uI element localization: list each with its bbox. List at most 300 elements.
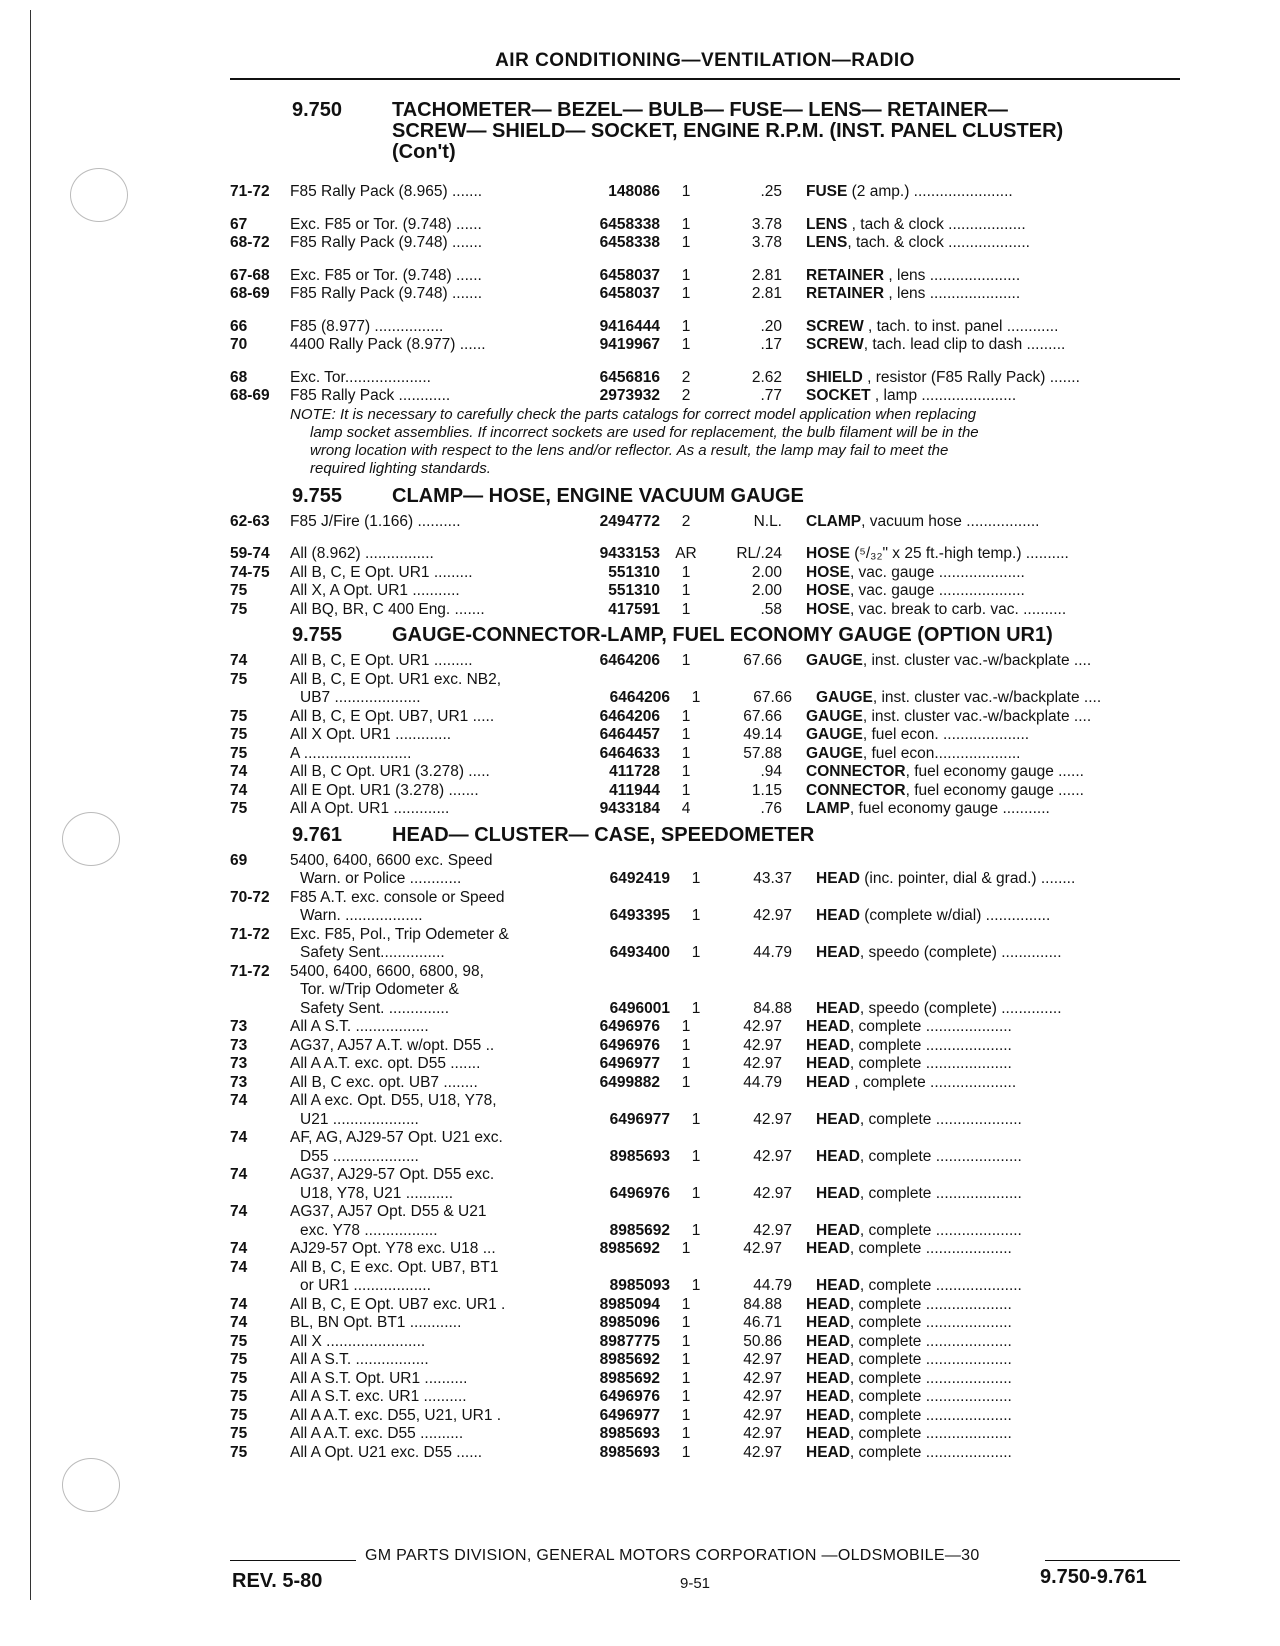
price-cell: 42.97 [743, 1036, 782, 1054]
item-name: CONNECTOR [806, 781, 906, 799]
item-description: , tach & clock .................. [847, 215, 1026, 233]
price-cell: .25 [760, 183, 782, 200]
item-name: HEAD [816, 1221, 860, 1239]
price-cell: 42.97 [743, 1055, 782, 1072]
item-cell [782, 1370, 1185, 1389]
quantity-cell: 1 [691, 1221, 701, 1239]
price-cell [712, 1166, 782, 1185]
item-description: , complete .................... [849, 1018, 1012, 1035]
item-name: HEAD [816, 999, 860, 1017]
year-cell: 74 [230, 781, 248, 799]
item-description: , complete .................... [849, 1351, 1012, 1368]
price-cell: 42.97 [753, 1147, 792, 1165]
quantity-cell [670, 981, 722, 1000]
item-name: HEAD [806, 1295, 850, 1313]
section-number: 9.750 [292, 99, 343, 121]
part-number-cell [568, 852, 660, 871]
item-cell [782, 1388, 1185, 1407]
footer-rule-right [1045, 1560, 1180, 1561]
year-cell: 74 [230, 1129, 248, 1146]
year-cell [230, 1148, 290, 1167]
page-title: AIR CONDITIONING—VENTILATION—RADIO [495, 50, 915, 71]
application-cell: Exc. Tor.................... [290, 368, 431, 386]
item-cell [782, 183, 1185, 202]
year-cell: 73 [230, 1073, 248, 1091]
part-number-cell: 6456816 [599, 368, 660, 386]
item-cell [782, 1166, 1185, 1185]
part-number-cell: 6496976 [599, 1018, 660, 1035]
price-cell: 42.97 [743, 1018, 782, 1035]
item-name: HEAD [806, 1388, 850, 1405]
price-cell [712, 926, 782, 945]
price-cell: 50.86 [743, 1332, 782, 1350]
item-description: , speedo (complete) .............. [859, 944, 1062, 961]
year-cell: 74 [230, 763, 248, 780]
quantity-cell: 1 [681, 1332, 691, 1350]
table-row [230, 234, 1185, 253]
footer-publisher: GM PARTS DIVISION, GENERAL MOTORS CORPORATION —OLDSMOBILE—30 [365, 1547, 980, 1564]
table-row [230, 689, 1185, 708]
year-cell: 74 [230, 652, 248, 669]
item-cell [782, 1092, 1185, 1111]
item-cell [782, 1444, 1185, 1463]
application-cell: All A A.T. exc. D55, U21, UR1 . [290, 1406, 502, 1424]
part-number-cell: 9419967 [599, 336, 660, 353]
part-number-cell: 6458338 [599, 215, 660, 233]
price-cell: 49.14 [743, 726, 782, 743]
quantity-cell [660, 1203, 712, 1222]
price-cell: 42.97 [743, 1388, 782, 1405]
application-cell: All BQ, BR, C 400 Eng. ....... [290, 600, 485, 618]
item-cell [782, 800, 1185, 819]
application-cell: All A S.T. Opt. UR1 .......... [290, 1369, 468, 1387]
part-number-cell: 6464206 [609, 689, 670, 706]
quantity-cell: 1 [681, 1388, 691, 1405]
quantity-cell: 1 [681, 1240, 691, 1257]
table-row [230, 285, 1185, 304]
item-description: , inst. cluster vac.-w/backplate .... [862, 707, 1092, 725]
item-cell [782, 926, 1185, 945]
quantity-cell: 1 [681, 1369, 691, 1387]
table-row [230, 852, 1185, 871]
item-cell [782, 1333, 1185, 1352]
application-cell: All A S.T. ................. [290, 1351, 429, 1368]
application-cell: F85 Rally Pack (8.965) ....... [290, 183, 483, 200]
quantity-cell: 1 [691, 1147, 701, 1165]
table-row [230, 1370, 1185, 1389]
item-name: HEAD [806, 1332, 850, 1350]
table-row [230, 671, 1185, 690]
item-description: , inst. cluster vac.-w/backplate .... [862, 652, 1092, 669]
year-cell: 75 [230, 600, 248, 618]
application-cell: AG37, AJ57 Opt. D55 & U21 [290, 1203, 487, 1220]
application-cell: Warn. or Police ............ [300, 870, 462, 887]
quantity-cell: 1 [691, 1110, 701, 1128]
item-cell [792, 1148, 1185, 1167]
item-cell [782, 726, 1185, 745]
table-row [230, 963, 1185, 982]
spacer [230, 202, 1185, 216]
quantity-cell: 2 [681, 387, 691, 404]
item-cell [782, 1425, 1185, 1444]
item-cell [792, 689, 1185, 708]
part-number-cell: 551310 [608, 563, 660, 581]
item-description: , complete .................... [849, 1036, 1012, 1054]
item-name: GAUGE [806, 726, 863, 743]
section-number: 9.755 [292, 484, 343, 507]
item-name: HOSE [806, 600, 850, 618]
year-cell: 74-75 [230, 563, 270, 581]
application-cell: All X, A Opt. UR1 ........... [290, 582, 460, 599]
item-description: , vac. gauge .................... [849, 563, 1025, 581]
application-cell: Exc. F85, Pol., Trip Odemeter & [290, 925, 509, 943]
part-number-cell: 417591 [608, 600, 660, 618]
application-cell: F85 J/Fire (1.166) .......... [290, 512, 461, 530]
part-number-cell: 6496001 [609, 999, 670, 1017]
quantity-cell [660, 1259, 712, 1278]
item-cell [792, 981, 1185, 1000]
application-cell: U18, Y78, U21 ........... [300, 1184, 454, 1202]
table-row [230, 1018, 1185, 1037]
quantity-cell: AR [675, 545, 697, 562]
item-name: HOSE [806, 582, 850, 599]
table-row [230, 183, 1185, 202]
price-cell: 44.79 [743, 1073, 782, 1091]
table-row [230, 1148, 1185, 1167]
price-cell [712, 1259, 782, 1278]
quantity-cell: 1 [681, 1055, 691, 1072]
year-cell [230, 1222, 290, 1241]
quantity-cell: 1 [681, 744, 691, 762]
item-cell [792, 1000, 1185, 1019]
table-row [230, 1333, 1185, 1352]
year-cell: 75 [230, 1406, 248, 1424]
item-description: , fuel economy gauge ........... [849, 800, 1050, 817]
section-title-line: HEAD— CLUSTER— CASE, SPEEDOMETER [392, 823, 815, 846]
application-cell: Warn. .................. [300, 907, 423, 924]
application-cell: 5400, 6400, 6600 exc. Speed [290, 851, 493, 869]
item-description: , complete .................... [859, 1277, 1022, 1294]
item-description: , vac. gauge .................... [849, 582, 1025, 599]
year-cell: 74 [230, 1203, 248, 1220]
item-description: , fuel econ.................... [862, 744, 1021, 762]
year-cell: 71-72 [230, 962, 270, 980]
section-title-line: (Con't) [392, 141, 456, 163]
part-number-cell: 8985692 [599, 1369, 660, 1387]
application-cell: All E Opt. UR1 (3.278) ....... [290, 781, 479, 799]
application-cell: All A Opt. UR1 ............. [290, 800, 450, 817]
price-cell [712, 671, 782, 690]
item-description: , complete .................... [849, 1443, 1012, 1461]
item-cell [782, 1018, 1185, 1037]
punch-hole-middle [62, 812, 120, 866]
part-number-cell [568, 1259, 660, 1278]
quantity-cell: 1 [681, 563, 691, 581]
price-cell [712, 1129, 782, 1148]
item-name: HEAD [806, 1425, 850, 1442]
part-number-cell: 8985096 [599, 1314, 660, 1331]
item-name: HEAD [816, 870, 860, 887]
year-cell: 59-74 [230, 545, 270, 562]
year-cell [230, 1000, 290, 1019]
part-number-cell: 6464633 [599, 744, 660, 762]
year-cell [230, 1277, 290, 1296]
item-name: CONNECTOR [806, 763, 906, 780]
price-cell: 2.81 [751, 285, 782, 302]
table-row [230, 1388, 1185, 1407]
quantity-cell: 1 [681, 1406, 691, 1424]
part-number-cell [568, 671, 660, 690]
table-row [230, 513, 1185, 532]
part-number-cell: 8985692 [599, 1240, 660, 1257]
year-cell: 68-69 [230, 285, 270, 302]
year-cell [230, 981, 290, 1000]
application-cell: Safety Sent............... [300, 944, 445, 961]
price-cell: 1.15 [751, 781, 782, 799]
item-name: HEAD [816, 1110, 860, 1128]
item-description: , complete .................... [859, 1184, 1022, 1202]
price-cell: 42.97 [753, 1221, 792, 1239]
quantity-cell: 1 [681, 1073, 691, 1091]
note-line: NOTE: It is necessary to carefully check the parts catalogs for correct model application when replacing [290, 405, 977, 423]
table-row [230, 1444, 1185, 1463]
year-cell: 75 [230, 707, 248, 725]
table-row [230, 889, 1185, 908]
item-name: HEAD [806, 1055, 850, 1072]
part-number-cell: 6496977 [609, 1110, 670, 1128]
item-cell [782, 889, 1185, 908]
item-name: FUSE [806, 183, 848, 200]
table-row [230, 1351, 1185, 1370]
part-number-cell: 6496976 [609, 1184, 670, 1202]
year-cell: 75 [230, 1443, 248, 1461]
part-number-cell: 411944 [609, 781, 660, 799]
part-number-cell: 8985692 [599, 1351, 660, 1368]
item-name: HEAD [816, 944, 860, 961]
quantity-cell: 1 [691, 1184, 701, 1202]
section-title [392, 825, 1185, 846]
application-cell: Safety Sent. .............. [300, 999, 450, 1017]
item-cell [782, 1296, 1185, 1315]
item-description: , lens ..................... [884, 285, 1021, 302]
item-name: LAMP [806, 800, 850, 817]
item-description: , tach. & clock ................... [847, 234, 1030, 251]
quantity-cell [660, 671, 712, 690]
year-cell: 69 [230, 851, 248, 869]
year-cell [230, 944, 290, 963]
item-cell [782, 336, 1185, 355]
application-cell: D55 .................... [300, 1147, 419, 1165]
section-number: 9.761 [292, 823, 343, 846]
item-cell [792, 907, 1185, 926]
table-row [230, 1222, 1185, 1241]
item-cell [782, 1074, 1185, 1093]
application-cell: Exc. F85 or Tor. (9.748) ...... [290, 266, 482, 284]
quantity-cell [660, 1166, 712, 1185]
application-cell: AG37, AJ29-57 Opt. D55 exc. [290, 1166, 495, 1183]
price-cell: 42.97 [743, 1351, 782, 1368]
table-row [230, 782, 1185, 801]
table-row [230, 1037, 1185, 1056]
section-heading [230, 486, 1185, 507]
year-cell: 66 [230, 317, 248, 335]
table-row [230, 944, 1185, 963]
price-cell: 46.71 [743, 1314, 782, 1331]
spacer [230, 169, 1185, 183]
item-cell [782, 564, 1185, 583]
table-row [230, 726, 1185, 745]
quantity-cell: 4 [681, 800, 691, 817]
item-name: HEAD [806, 1351, 850, 1368]
section-title [392, 100, 1185, 163]
table-row [230, 545, 1185, 564]
application-cell: All (8.962) ................ [290, 545, 434, 562]
quantity-cell: 1 [691, 999, 701, 1017]
quantity-cell: 1 [681, 266, 691, 284]
year-cell: 75 [230, 1369, 248, 1387]
part-number-cell: 8985693 [609, 1147, 670, 1165]
quantity-cell: 1 [681, 652, 691, 669]
year-cell: 75 [230, 1425, 248, 1442]
quantity-cell: 1 [681, 1295, 691, 1313]
table-row [230, 870, 1185, 889]
header-rule [230, 78, 1180, 80]
quantity-cell: 1 [681, 336, 691, 353]
item-cell [792, 1185, 1185, 1204]
application-cell: All B, C, E Opt. UR1 ......... [290, 652, 473, 669]
year-cell: 74 [230, 1166, 248, 1183]
part-number-cell: 6496977 [599, 1406, 660, 1424]
quantity-cell: 1 [691, 870, 701, 887]
price-cell: 84.88 [753, 999, 792, 1017]
item-description: , complete .................... [849, 1425, 1012, 1442]
item-name: SHIELD [806, 368, 863, 386]
item-name: RETAINER [806, 285, 885, 302]
application-cell: All X ....................... [290, 1332, 426, 1350]
application-cell: All B, C, E Opt. UB7 exc. UR1 . [290, 1295, 506, 1313]
application-cell: All A S.T. ................. [290, 1018, 429, 1035]
part-number-cell: 8985692 [609, 1221, 670, 1239]
year-cell: 75 [230, 744, 248, 762]
year-cell [230, 1111, 290, 1130]
spacer [230, 253, 1185, 267]
item-cell [782, 387, 1185, 406]
price-cell: .94 [760, 763, 782, 780]
parts-listing [230, 94, 1185, 1462]
year-cell: 74 [230, 1314, 248, 1331]
part-number-cell: 551310 [608, 582, 660, 599]
item-description: , inst. cluster vac.-w/backplate .... [872, 689, 1102, 706]
part-number-cell: 6499882 [599, 1073, 660, 1091]
year-cell [230, 870, 290, 889]
footer-section-range: 9.750-9.761 [1040, 1566, 1147, 1588]
item-name: GAUGE [806, 707, 863, 725]
item-name: LENS [806, 234, 848, 251]
part-number-cell [568, 926, 660, 945]
quantity-cell [660, 852, 712, 871]
table-row [230, 369, 1185, 388]
table-row [230, 267, 1185, 286]
item-cell [782, 1314, 1185, 1333]
application-cell: 4400 Rally Pack (8.977) ...... [290, 336, 486, 353]
item-cell [782, 582, 1185, 601]
year-cell: 70 [230, 336, 248, 353]
quantity-cell: 1 [691, 689, 701, 706]
table-row [230, 981, 1185, 1000]
year-cell: 73 [230, 1018, 248, 1035]
table-row [230, 800, 1185, 819]
item-cell [782, 671, 1185, 690]
item-cell [782, 963, 1185, 982]
part-number-cell [568, 889, 660, 908]
item-cell [782, 285, 1185, 304]
item-name: GAUGE [806, 652, 863, 669]
footer-rule-left [230, 1560, 356, 1561]
section-title-line: GAUGE-CONNECTOR-LAMP, FUEL ECONOMY GAUGE (OPTION UR1) [392, 624, 1053, 646]
part-number-cell: 2973932 [599, 387, 660, 404]
table-row [230, 1111, 1185, 1130]
part-number-cell [568, 963, 660, 982]
note [230, 406, 1185, 478]
quantity-cell: 1 [681, 582, 691, 599]
item-name: HEAD [806, 1240, 850, 1257]
price-cell: 42.97 [753, 907, 792, 924]
part-number-cell: 6464206 [599, 707, 660, 725]
table-row [230, 1000, 1185, 1019]
item-cell [782, 1055, 1185, 1074]
price-cell: 42.97 [743, 1406, 782, 1424]
section-number: 9.755 [292, 624, 343, 646]
item-description: , complete .................... [849, 1295, 1012, 1313]
price-cell: .58 [760, 600, 782, 618]
table-row [230, 1203, 1185, 1222]
table-row [230, 1240, 1185, 1259]
price-cell: 3.78 [751, 234, 782, 251]
part-number-cell: 6493395 [609, 907, 670, 924]
part-number-cell: 6493400 [609, 944, 670, 961]
spacer [230, 304, 1185, 318]
item-description: (complete w/dial) ............... [859, 907, 1051, 924]
table-row [230, 652, 1185, 671]
item-description: , fuel econ. .................... [862, 726, 1030, 743]
item-cell [782, 513, 1185, 532]
item-description: , vac. break to carb. vac. .......... [849, 600, 1067, 618]
price-cell [712, 889, 782, 908]
application-cell: Exc. F85 or Tor. (9.748) ...... [290, 215, 482, 233]
application-cell: All B, C, E Opt. UB7, UR1 ..... [290, 707, 495, 725]
table-row [230, 1092, 1185, 1111]
note-line: wrong location with respect to the lens and/or reflector. As a result, the lamp may fail to meet the [310, 441, 949, 459]
year-cell: 75 [230, 670, 248, 688]
part-number-cell: 6458338 [599, 234, 660, 251]
quantity-cell: 1 [681, 285, 691, 302]
year-cell: 75 [230, 1332, 248, 1350]
part-number-cell [568, 1129, 660, 1148]
quantity-cell: 1 [681, 726, 691, 743]
application-cell: All A A.T. exc. D55 .......... [290, 1425, 464, 1442]
item-cell [782, 782, 1185, 801]
year-cell: 71-72 [230, 925, 270, 943]
part-number-cell: 6458037 [599, 285, 660, 302]
price-cell [722, 981, 792, 1000]
item-name: HOSE [806, 545, 850, 562]
table-row [230, 708, 1185, 727]
application-cell: BL, BN Opt. BT1 ............ [290, 1314, 462, 1331]
section-heading [230, 625, 1185, 646]
price-cell: 3.78 [751, 215, 782, 233]
table-row [230, 582, 1185, 601]
part-number-cell: 8985693 [599, 1443, 660, 1461]
